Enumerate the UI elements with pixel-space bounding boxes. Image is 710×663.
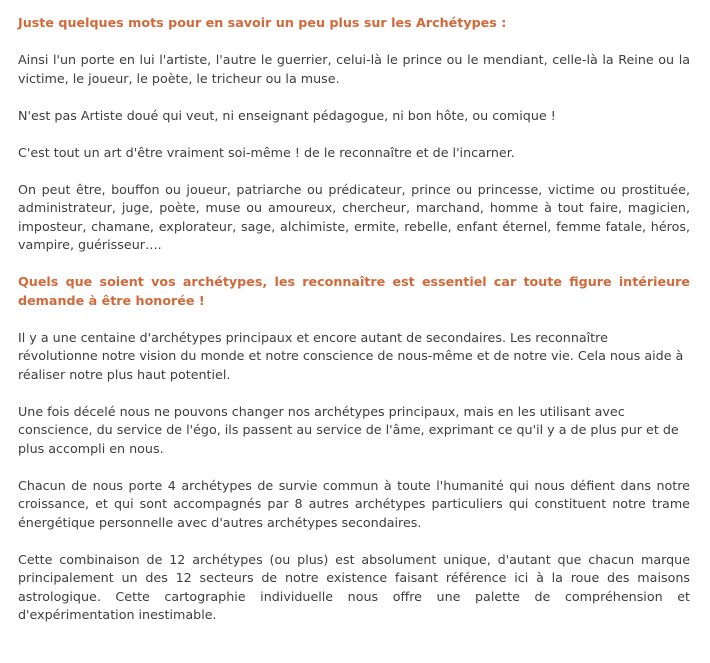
paragraph-hundred-archetypes: Il y a une centaine d'archétypes principaux et encore autant de secondaires. Les reconnaître révolutionne notre vision du monde et notre conscience de nous-même et de notre vie. Cela nous aide à réaliser notre plus haut potentiel.: [18, 329, 684, 382]
paragraph-self: C'est tout un art d'être vraiment soi-même ! de le reconnaître et de l'incarner.: [18, 144, 515, 160]
paragraph-archetype-examples: Ainsi l'un porte en lui l'artiste, l'autre le guerrier, celui-là le prince ou le mendiant, celle-là la Reine ou la victime, le joueur, le poète, le tricheur ou la muse.: [18, 52, 690, 86]
paragraph-archetype-list: On peut être, bouffon ou joueur, patriarche ou prédicateur, prince ou princesse, victime ou prostituée, administrateur, juge, poète, muse ou amoureux, chercheur, marchand, homme à tout faire, magicien, imposteur, chamane, explorateur, sage, alchimiste, ermite, rebelle, enfant éternel, femme fatale, héros, vampire, guérisseur….: [18, 181, 690, 252]
intro-heading: Juste quelques mots pour en savoir un peu plus sur les Archétypes :: [18, 15, 507, 30]
paragraph-survival-archetypes: Chacun de nous porte 4 archétypes de survie commun à toute l'humanité qui nous défient dans notre croissance, et qui sont accompagnés par 8 autres archétypes particuliers qui constituent notre trame énergétique personnelle avec d'autres archétypes secondaires.: [18, 477, 690, 530]
paragraph-artist: N'est pas Artiste doué qui veut, ni enseignant pédagogue, ni bon hôte, ou comique !: [18, 107, 556, 123]
paragraph-twelve-archetypes: Cette combinaison de 12 archétypes (ou plus) est absolument unique, d'autant que chacun marque principalement un des 12 secteurs de notre existence faisant référence ici à la roue des maisons astrologique. Cette cartographie individuelle nous offre une palette de compréhension et d'expérimentation inestimable.: [18, 551, 690, 622]
second-heading: Quels que soient vos archétypes, les reconnaître est essentiel car toute figure intérieure demande à être honorée !: [18, 274, 690, 308]
article-body: [18, 14, 690, 643]
paragraph-soul-service: Une fois décelé nous ne pouvons changer nos archétypes principaux, mais en les utilisant avec conscience, du service de l'égo, ils passent au service de l'âme, exprimant ce qu'il y a de plus pur et de plus accompli en nous.: [18, 403, 679, 456]
